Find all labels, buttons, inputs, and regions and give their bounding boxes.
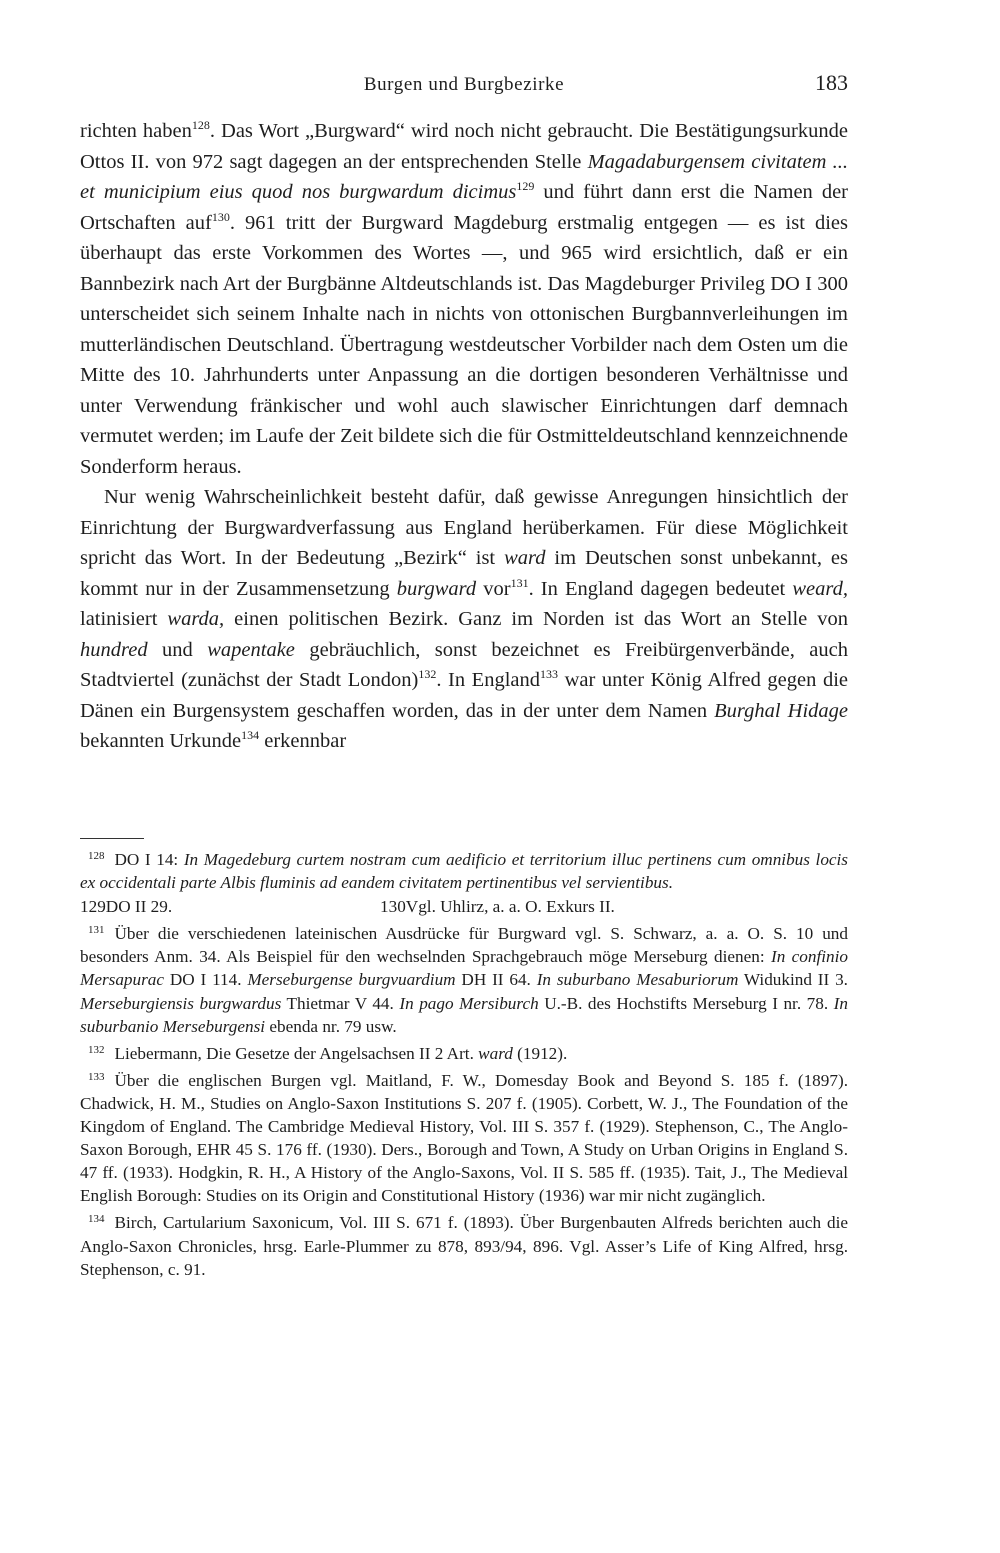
italic-run: In confinio Mersapurac xyxy=(80,947,848,990)
footnote-133 xyxy=(80,1066,848,1208)
italic-run: In suburbano Mesaburiorum xyxy=(536,970,739,990)
footnote-128 xyxy=(80,845,848,894)
footnote-130 xyxy=(380,895,615,918)
italic-run: Magadaburgensem civitatem ... et municipium eius quod nos burgwardum dicimus xyxy=(80,150,848,203)
italic-run: warda, xyxy=(167,608,225,630)
italic-run: ward xyxy=(504,547,546,569)
footnote-131 xyxy=(80,919,848,1037)
italic-run: weard, xyxy=(792,577,848,600)
text-run: . Das Wort „Burgward“ wird noch nicht gebraucht. Die Bestätigungsurkunde Ottos II. von 972 sagt dagegen an der entsprechenden Stelle xyxy=(80,120,848,173)
text-run: U.-B. des Hochstifts Merseburg I nr. 78. xyxy=(538,993,834,1013)
text-run: . In England xyxy=(436,669,541,691)
footnote-number: 131 xyxy=(88,924,105,937)
text-run: Über die verschiedenen lateinischen Ausdrücke für Burgward vgl. S. Schwarz, a. a. O. S. 10 und besonders Anm. 34. Als Beispiel für den wechselnden Sprachgebrauch möge Merseburg dienen: xyxy=(80,924,848,967)
italic-run: In pago Mersiburch xyxy=(399,993,539,1013)
text-run: richten haben xyxy=(80,120,192,142)
italic-run: Burghal Hidage xyxy=(714,699,848,722)
text-run: war unter König Alfred gegen die Dänen ein Burgensystem geschaffen worden, das in der unter dem Namen xyxy=(80,669,848,722)
text-run: DH II 64. xyxy=(455,970,537,990)
italic-run: In suburbanio Merseburgensi xyxy=(80,993,848,1036)
text-run: Vgl. Uhlirz, a. a. O. Exkurs II. xyxy=(405,897,615,917)
text-run: DO I 14: xyxy=(114,850,184,869)
text-run: . In England dagegen bedeutet xyxy=(528,577,793,600)
text-run: Über die englischen Burgen vgl. Maitland, F. W., Domesday Book and Beyond S. 185 f. (1897). Chadwick, H. M., Studies on Anglo-Saxon Institutions S. 207 f. (1905). Corbett, W. J., The Foundation of the Kingdom of England. The Cambridge Medieval History, Vol. III S. 357 f. (1929). Stephenson, C., The Anglo-Saxon Borough, EHR 45 S. 176 ff. (1930). Ders., Borough and Town, A Study on Urban Origins in England S. 47 ff. (1933). Hodgkin, R. H., A History of the Anglo-Saxons, Vol. II S. 585 ff. (1935). Tait, J., The Medieval English Borough: Studies on its Origin and Constitutional History (1936) war mir nicht zugänglich. xyxy=(80,1070,848,1206)
running-head xyxy=(80,70,848,100)
italic-run: burgward xyxy=(396,577,477,600)
italic-run: Merseburgiensis burgwardus xyxy=(80,993,282,1013)
footnote-129 xyxy=(80,895,380,918)
text-run: DO II 29. xyxy=(105,897,173,917)
italic-run: wapentake xyxy=(207,638,295,661)
text-run: und führt dann erst die Namen der Ortschaften auf xyxy=(80,181,848,234)
text-run: bekannten Urkunde xyxy=(80,730,242,752)
text-run: Birch, Cartularium Saxonicum, Vol. III S. 671 f. (1893). Über Burgenbauten Alfreds berichten auch die Anglo-Saxon Chronicles, hrsg. Earle-Plummer zu 878, 893/94, 896. Vgl. Asser’s Life of King Alfred, hrsg. Stephenson, c. 91. xyxy=(80,1213,848,1279)
text-run: latinisiert xyxy=(80,608,168,630)
footnote-ref: 129 xyxy=(516,179,535,193)
footnote-132 xyxy=(80,1039,848,1065)
text-run: DO I 114. xyxy=(164,970,248,990)
italic-run: In Magedeburg curtem nostram cum aedificio et territorium illuc pertinens cum omnibus locis ex occidentali parte Albis fluminis ad eandem civitatem pertinentibus vel servientibus. xyxy=(80,850,849,893)
footnote-ref: 128 xyxy=(191,118,210,132)
footnote-ref: 131 xyxy=(510,575,529,590)
footnote-rule xyxy=(80,838,144,839)
text-run: . 961 tritt der Burgward Magdeburg erstmalig entgegen — es ist dies überhaupt das erste Vorkommen des Wortes —, und 965 wird ersichtlich, daß er ein Bannbezirk nach Art der Burgbänne Altdeutschlands ist. Das Magdeburger Privileg DO I 300 unterscheidet sich seinem Inhalte nach in nichts von ottonischen Burgbannverleihungen im mutterländischen Deutschland. Übertragung westdeutscher Vorbilder nach dem Osten um die Mitte des 10. Jahrhunderts unter Anpassung an die dortigen besonderen Verhältnisse und unter Verwendung fränkischer und wohl auch slawischer Einrichtungen darf demnach vermutet werden; im Laufe der Zeit bildete sich die für Ostmitteldeutschland kennzeichnende Sonderform heraus. xyxy=(80,211,848,478)
footnote-number: 129 xyxy=(80,897,106,917)
text-run: Widukind II 3. xyxy=(738,970,848,990)
text-run: Liebermann, Die Gesetze der Angelsachsen II 2 Art. xyxy=(114,1043,479,1063)
italic-run: hundred xyxy=(80,638,148,661)
footnote-ref: 132 xyxy=(418,667,437,681)
footnote-number: 134 xyxy=(88,1213,105,1226)
footnote-row xyxy=(80,895,848,918)
footnote-ref: 133 xyxy=(540,667,559,681)
footnote-number: 130 xyxy=(380,897,406,917)
text-run: ebenda nr. 79 usw. xyxy=(265,1016,397,1036)
footnote-number: 133 xyxy=(88,1070,105,1083)
italic-run: ward xyxy=(478,1043,513,1063)
paragraph xyxy=(80,116,848,482)
footnote-134 xyxy=(80,1208,848,1280)
text-run: vor xyxy=(476,577,511,600)
main-text xyxy=(80,116,848,757)
footnote-ref: 134 xyxy=(241,728,260,742)
footnote-number: 132 xyxy=(88,1043,105,1056)
text-run: Nur wenig Wahrscheinlichkeit besteht dafür, daß gewisse Anregungen hinsichtlich der Einrichtung der Burgwardverfassung aus England herüberkamen. Für diese Möglichkeit spricht das Wort. In der Bedeutung „Bezirk“ ist xyxy=(80,486,848,569)
footnotes xyxy=(80,838,848,1282)
footnote-ref: 130 xyxy=(211,209,230,224)
running-title: Burgen und Burgbezirke xyxy=(363,74,565,95)
footnote-number: 128 xyxy=(88,850,105,862)
page-number: 183 xyxy=(815,70,848,95)
text-run: und xyxy=(147,638,208,661)
text-run: Thietmar V 44. xyxy=(281,993,400,1013)
text-run: (1912). xyxy=(512,1043,568,1063)
text-run: erkennbar xyxy=(259,730,347,752)
italic-run: Merseburgense burgvuardium xyxy=(247,970,456,990)
text-run: im Deutschen sonst unbekannt, es kommt nur in der Zusammensetzung xyxy=(80,547,848,600)
paragraph xyxy=(80,482,848,757)
text-run: gebräuchlich, sonst bezeichnet es Freibürgenverbände, auch Stadtviertel (zunächst der Stadt London) xyxy=(80,638,848,691)
text-run: einen politischen Bezirk. Ganz im Norden ist das Wort an Stelle von xyxy=(224,608,848,630)
